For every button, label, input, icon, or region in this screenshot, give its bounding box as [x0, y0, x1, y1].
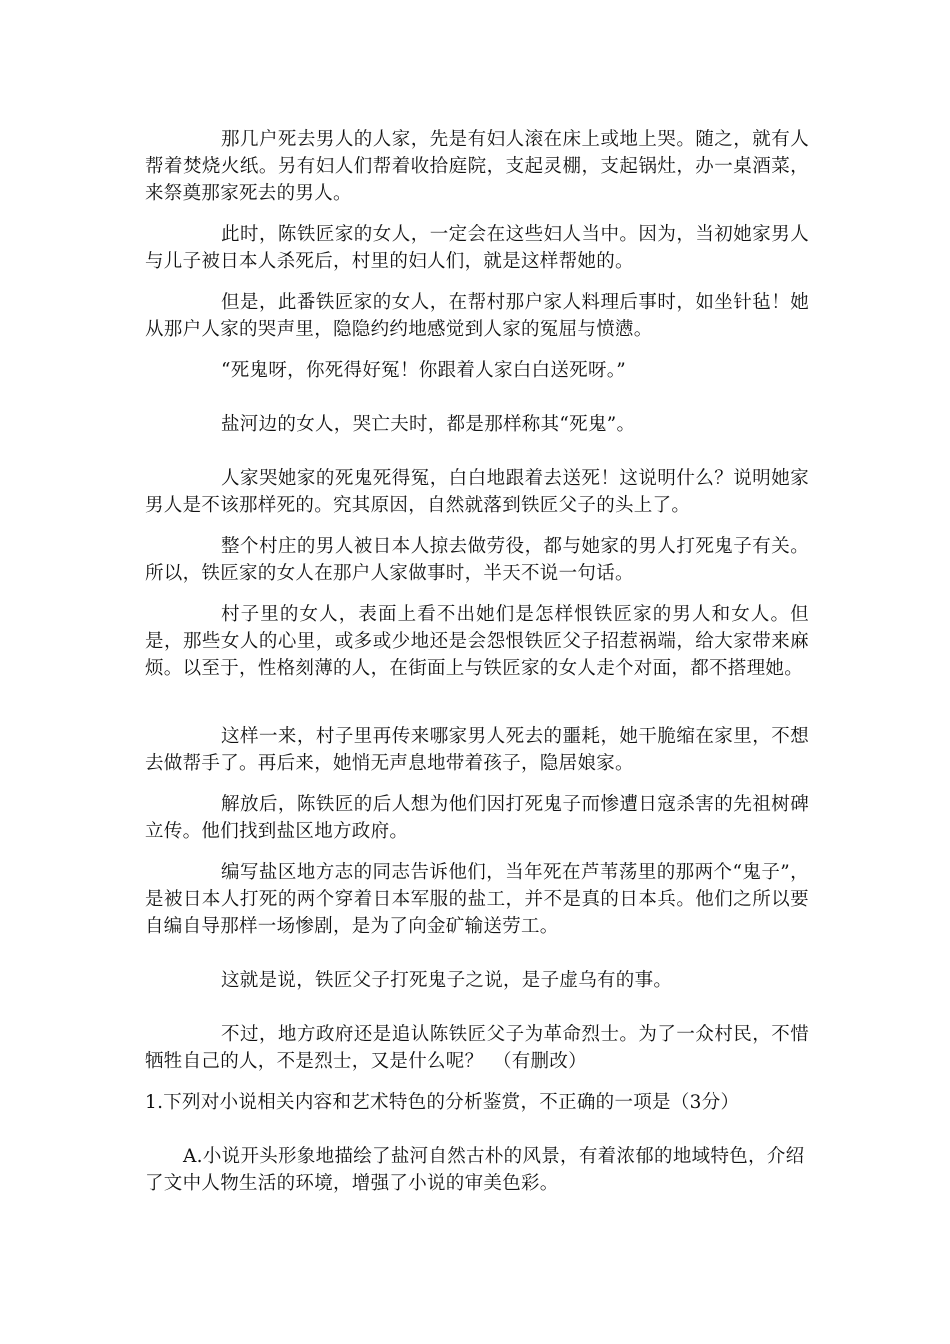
paragraph-text: “死鬼呀，你死得好冤！你跟着人家白白送死呀。” — [221, 360, 627, 381]
paragraph-text: 解放后，陈铁匠的后人想为他们因打死鬼子而惨遭日寇杀害的先祖树碑立传。他们找到盐区地方政府。 — [145, 794, 809, 842]
passage-paragraph — [145, 723, 809, 777]
option-text: A.小说开头形象地描绘了盐河自然古朴的风景，有着浓郁的地域特色，介绍了文中人物生活的环境，增强了小说的审美色彩。 — [145, 1146, 805, 1194]
passage-paragraph — [145, 465, 809, 519]
passage-paragraph — [145, 411, 809, 438]
paragraph-text: 村子里的女人，表面上看不出她们是怎样恨铁匠家的男人和女人。但是，那些女人的心里，或多或少地还是会怨恨铁匠父子招惹祸端，给大家带来麻烦。以至于，性格刻薄的人，在街面上与铁匠家的女人走个对面，都不搭理她。 — [145, 604, 809, 679]
passage-paragraph — [145, 221, 809, 275]
question-text: 1.下列对小说相关内容和艺术特色的分析鉴赏，不正确的一项是（3分） — [145, 1092, 740, 1113]
passage-paragraph — [145, 859, 809, 940]
paragraph-text: 编写盐区地方志的同志告诉他们，当年死在芦苇荡里的那两个“鬼子”，是被日本人打死的两个穿着日本军服的盐工，并不是真的日本兵。他们之所以要自编自导那样一场惨剧，是为了向金矿输送劳工。 — [145, 862, 809, 937]
passage-paragraph — [145, 601, 809, 682]
passage-paragraph — [145, 967, 809, 994]
paragraph-text: 盐河边的女人，哭亡夫时，都是那样称其“死鬼”。 — [221, 414, 636, 435]
passage-paragraph — [145, 1021, 809, 1075]
passage-paragraph — [145, 791, 809, 845]
paragraph-text: 这样一来，村子里再传来哪家男人死去的噩耗，她干脆缩在家里，不想去做帮手了。再后来，她悄无声息地带着孩子，隐居娘家。 — [145, 726, 809, 774]
paragraph-text: 这就是说，铁匠父子打死鬼子之说，是子虚乌有的事。 — [221, 970, 673, 991]
question-option-a — [145, 1143, 809, 1197]
passage-paragraph — [145, 533, 809, 587]
question-stem — [145, 1089, 809, 1116]
paragraph-text: 但是，此番铁匠家的女人，在帮村那户家人料理后事时，如坐针毡！她从那户人家的哭声里，隐隐约约地感觉到人家的冤屈与愤懑。 — [145, 292, 809, 340]
passage-paragraph — [145, 357, 809, 384]
paragraph-text: 不过，地方政府还是追认陈铁匠父子为革命烈士。为了一众村民，不惜牺牲自己的人，不是烈士，又是什么呢？ （有删改） — [145, 1024, 809, 1072]
passage-paragraph — [145, 289, 809, 343]
paragraph-text: 人家哭她家的死鬼死得冤，白白地跟着去送死！这说明什么？说明她家男人是不该那样死的。究其原因，自然就落到铁匠父子的头上了。 — [145, 468, 809, 516]
passage-paragraph — [145, 126, 809, 207]
paragraph-text: 整个村庄的男人被日本人掠去做劳役，都与她家的男人打死鬼子有关。所以，铁匠家的女人在那户人家做事时，半天不说一句话。 — [145, 536, 809, 584]
paragraph-text: 此时，陈铁匠家的女人，一定会在这些妇人当中。因为，当初她家男人与儿子被日本人杀死后，村里的妇人们，就是这样帮她的。 — [145, 224, 809, 272]
paragraph-text: 那几户死去男人的人家，先是有妇人滚在床上或地上哭。随之，就有人帮着焚烧火纸。另有妇人们帮着收拾庭院，支起灵棚，支起锅灶，办一桌酒菜，来祭奠那家死去的男人。 — [145, 129, 809, 204]
